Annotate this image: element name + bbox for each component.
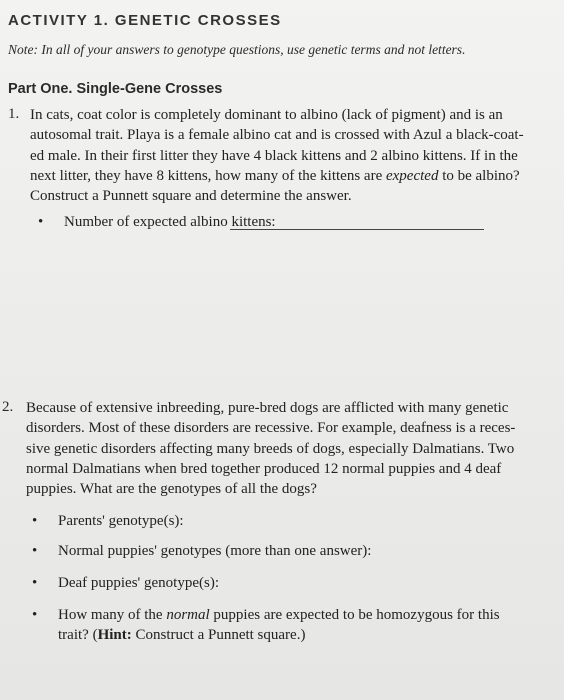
part-one-heading: Part One. Single-Gene Crosses (8, 81, 223, 97)
question-2-text (26, 398, 556, 499)
answer-blank-line[interactable] (230, 229, 484, 230)
q2-bullet-label: trait? (Hint: Construct a Punnett square.) (58, 627, 306, 643)
bullet-dot: • (32, 607, 38, 623)
question-1-line: In cats, coat color is completely dominant to albino (lack of pigment) and is an (30, 107, 503, 123)
question-2-line: normal Dalmatians when bred together produced 12 normal puppies and 4 deaf (26, 460, 502, 477)
question-1-text (30, 105, 550, 206)
question-2-number: 2. (2, 399, 14, 415)
instruction-note: Note: In all of your answers to genotype questions, use genetic terms and not letters. (8, 42, 466, 57)
question-1-line: Construct a Punnett square and determine the answer. (30, 188, 352, 205)
question-1-line: next litter, they have 8 kittens, how many of the kittens are expected to be albino? (30, 167, 520, 184)
bullet-dot: • (32, 575, 38, 591)
bullet-dot: • (32, 513, 38, 529)
q2-bullet-label: Parents' genotype(s): (58, 513, 184, 529)
bullet-dot: • (38, 214, 44, 230)
activity-title: ACTIVITY 1. GENETIC CROSSES (8, 12, 282, 29)
question-2-line: puppies. What are the genotypes of all the dogs? (26, 481, 317, 498)
question-2-line: Because of extensive inbreeding, pure-bred dogs are afflicted with many genetic (26, 400, 509, 416)
question-2-line: sive genetic disorders affecting many breeds of dogs, especially Dalmatians. Two (26, 440, 515, 457)
q2-bullet-label: How many of the normal puppies are expected to be homozygous for this (58, 607, 500, 623)
q2-bullet-label: Normal puppies' genotypes (more than one answer): (58, 543, 372, 559)
bullet-dot: • (32, 543, 38, 559)
question-2-line: disorders. Most of these disorders are recessive. For example, deafness is a reces- (26, 420, 516, 437)
question-1-line: autosomal trait. Playa is a female albino cat and is crossed with Azul a black-coat- (30, 127, 524, 144)
q2-bullet-label: Deaf puppies' genotype(s): (58, 575, 219, 591)
question-1-number: 1. (8, 106, 20, 122)
q1-bullet-label: Number of expected albino kittens: (64, 214, 276, 230)
question-1-line: ed male. In their first litter they have 4 black kittens and 2 albino kittens. If in the (30, 147, 518, 164)
